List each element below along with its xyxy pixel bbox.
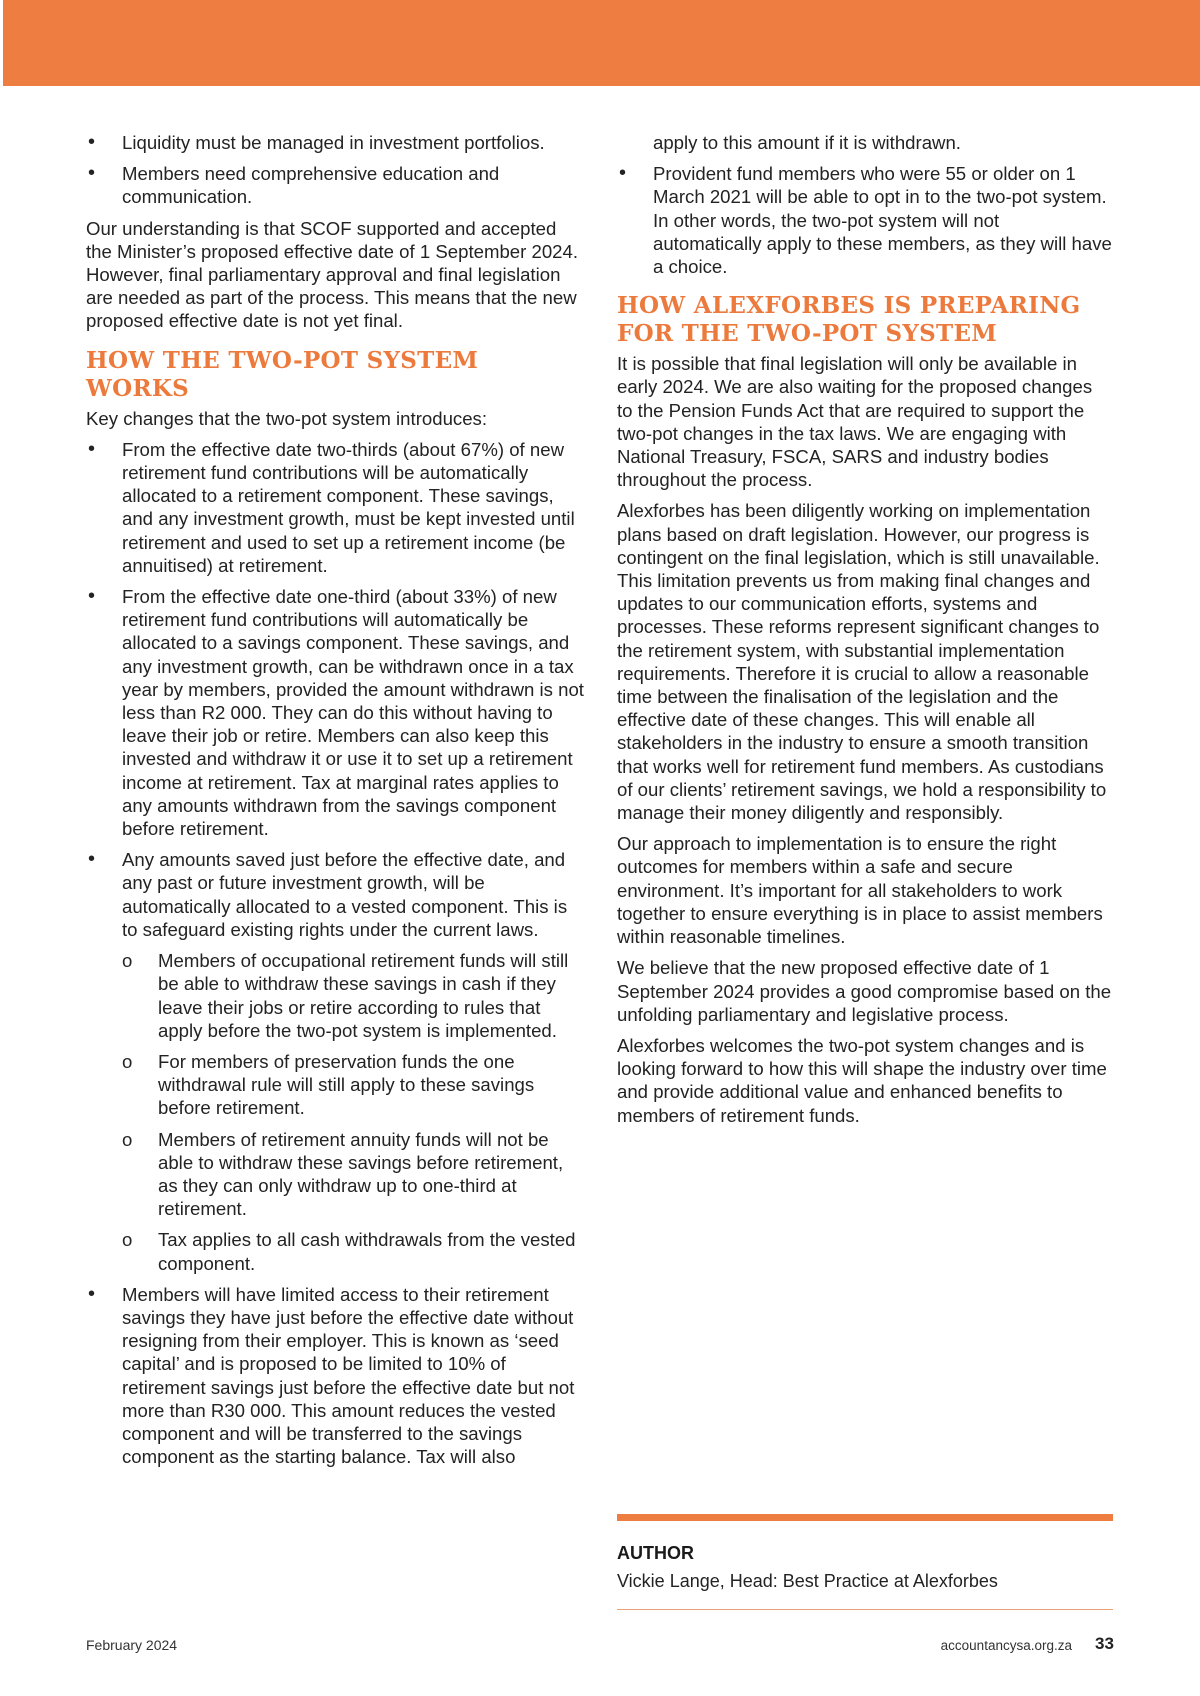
header-accent-bar	[3, 0, 1200, 86]
key-changes-list	[86, 438, 586, 1469]
right-column	[617, 131, 1112, 1135]
page-number: 33	[1095, 1634, 1114, 1653]
list-item-text: Any amounts saved just before the effective date, and any past or future investment growth, will be automatically allocated to a vested component. This is to safeguard existing rights under the current laws.	[122, 849, 568, 940]
section-heading-alexforbes-preparing: HOW ALEXFORBES IS PREPARING FOR THE TWO-POT SYSTEM	[617, 292, 1081, 348]
author-divider	[617, 1514, 1113, 1521]
list-item-seed-capital: • Members will have limited access to their retirement savings they have just before the effective date without resigning from their employer. This is known as ‘seed capital’ and is proposed to be limited to 10% of retirement savings just before the effective date but not more than R30 000. This amount reduces the vested component and will be transferred to the savings component as the starting balance. Tax will also	[86, 1283, 586, 1469]
bullet-continuation: apply to this amount if it is withdrawn.	[653, 132, 961, 153]
body-paragraph: Alexforbes welcomes the two-pot system changes and is looking forward to how this will shape the industry over time and provide additional value and enhanced benefits to members of retirement funds.	[617, 1034, 1107, 1126]
list-item-savings-component: • From the effective date one-third (about 33%) of new retirement fund contributions will automatically be allocated to a savings component. These savings, and any investment growth, can be withdrawn once in a tax year by members, provided the amount withdrawn is not less than R2 000. They can do this without having to leave their job or retire. Members can also keep this invested and withdraw it or use it to set up a retirement income at retirement. Tax at marginal rates applies to any amounts withdrawn from the savings component before retirement.	[86, 585, 586, 840]
intro-paragraph: Our understanding is that SCOF supported and accepted the Minister’s proposed effective date of 1 September 2024. However, final parliamentary approval and final legislation are needed as part of the process. This means that the new proposed effective date is not yet final.	[86, 217, 579, 332]
list-item: • Members need comprehensive education and communication.	[86, 162, 586, 208]
sub-list-item: o Members of occupational retirement funds will still be able to withdraw these savings in cash if they leave their jobs or retire according to rules that apply before the two-pot system is implemented.	[122, 949, 586, 1042]
footer-date: February 2024	[86, 1637, 178, 1653]
list-item-provident-members: • Provident fund members who were 55 or older on 1 March 2021 will be able to opt in to the two-pot system. In other words, the two-pot system will not automatically apply to these members, as they will have a choice.	[617, 162, 1112, 278]
vested-sub-list	[122, 949, 586, 1275]
footer-website: accountancysa.org.za	[940, 1638, 1072, 1653]
intro-bullet-list	[86, 131, 586, 209]
section-heading-two-pot-works: HOW THE TWO-POT SYSTEM WORKS	[86, 346, 479, 402]
provident-bullet-list	[617, 162, 1112, 278]
author-name: Vickie Lange, Head: Best Practice at Alexforbes	[617, 1571, 998, 1591]
body-paragraph: It is possible that final legislation will only be available in early 2024. We are also waiting for the proposed changes to the Pension Funds Act that are required to support the two-pot changes in the tax laws. We are engaging with National Treasury, FSCA, SARS and industry bodies throughout the process.	[617, 353, 1093, 491]
sub-list-item: o Tax applies to all cash withdrawals from the vested component.	[122, 1228, 586, 1274]
list-item-retirement-component: • From the effective date two-thirds (about 67%) of new retirement fund contributions will be automatically allocated to a retirement component. These savings, and any investment growth, must be kept invested until retirement and used to set up a retirement income (be annuitised) at retirement.	[86, 438, 586, 577]
sub-list-item: o For members of preservation funds the one withdrawal rule will still apply to these savings before retirement.	[122, 1050, 586, 1120]
sub-list-item: o Members of retirement annuity funds will not be able to withdraw these savings before retirement, as they can only withdraw up to one-third at retirement.	[122, 1128, 586, 1221]
lead-paragraph: Key changes that the two-pot system introduces:	[86, 407, 488, 429]
author-label: AUTHOR	[617, 1543, 694, 1563]
list-item: • Liquidity must be managed in investment portfolios.	[86, 131, 586, 154]
body-paragraph: Our approach to implementation is to ensure the right outcomes for members within a safe and secure environment. It’s important for all stakeholders to work together to ensure everything is in place to assist members within reasonable timelines.	[617, 833, 1103, 948]
body-paragraph: We believe that the new proposed effective date of 1 September 2024 provides a good compromise based on the unfolding parliamentary and legislative process.	[617, 957, 1112, 1025]
body-paragraph: Alexforbes has been diligently working on implementation plans based on draft legislation. However, our progress is contingent on the final legislation, which is still unavailable. This limitation prevents us from making final changes and updates to our communication efforts, systems and processes. These reforms represent significant changes to the retirement system, with substantial implementation requirements. Therefore it is crucial to allow a reasonable time between the finalisation of the legislation and the effective date of these changes. This will enable all stakeholders in the industry to ensure a smooth transition that works well for retirement fund members. As custodians of our clients’ retirement savings, we hold a responsibility to manage their money diligently and responsibly.	[617, 500, 1107, 824]
left-column	[86, 131, 586, 1476]
author-underline	[617, 1609, 1113, 1610]
list-item-vested-component	[86, 848, 586, 1274]
